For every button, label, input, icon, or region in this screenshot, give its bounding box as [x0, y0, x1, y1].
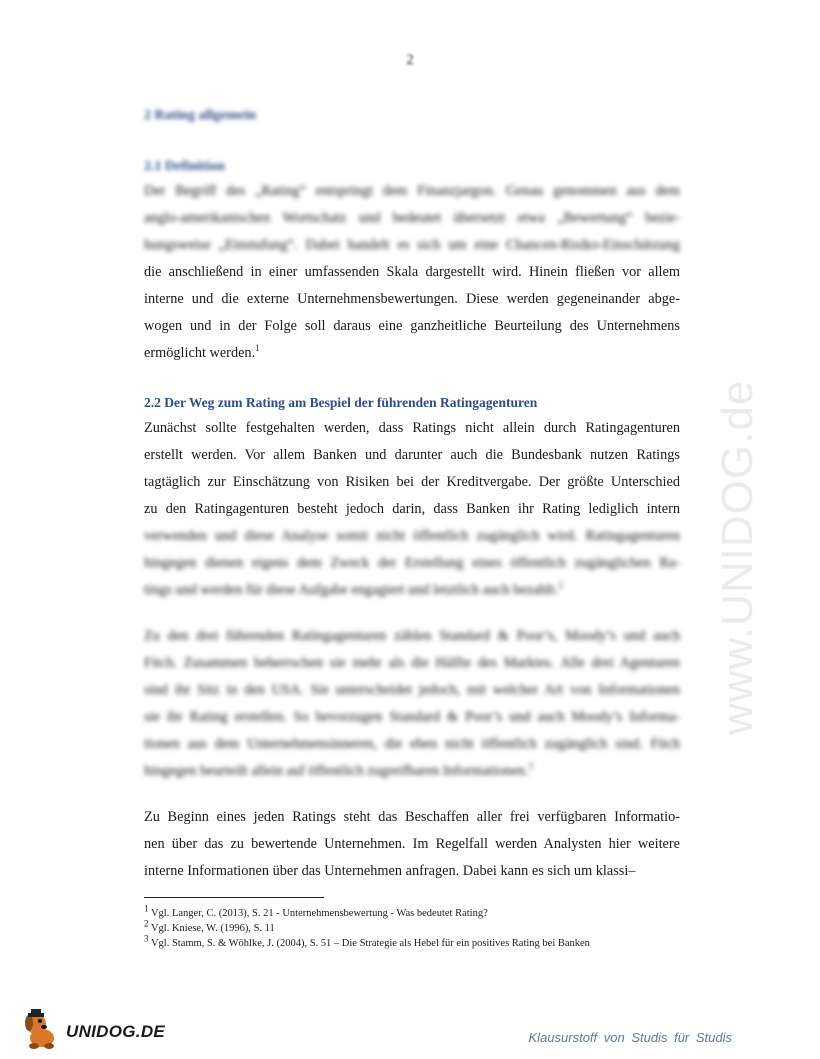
text-line: hungsweise „Einstufung“. Dabei handelt es sich um eine Chancen-Risiko-Einschätzung — [144, 237, 680, 253]
text-line: interne Informationen über das Unternehmen anfragen. Dabei kann es sich um klassi– — [144, 863, 636, 879]
text-line: sie ihr Rating erstellen. So bevorzugen Standard & Poor’s und auch Moody’s Informa- — [144, 709, 680, 725]
text-line: interne und die externe Unternehmensbewertungen. Diese werden gegeneinander abge- — [144, 291, 680, 307]
footnote-text: Vgl. Langer, C. (2013), S. 21 - Unternehmensbewertung - Was bedeutet Rating? — [150, 908, 488, 919]
text-line: tionen aus dem Unternehmensinneren, die eben nicht öffentlich zugänglich sind. Fitch — [144, 736, 680, 752]
text-line — [144, 577, 680, 604]
text-line: Der Begriff des „Rating“ entspringt dem Finanzjargon. Genau genommen aus dem — [144, 183, 680, 199]
footnotes — [144, 903, 704, 951]
text-line: die anschließend in einer umfassenden Skala dargestellt wird. Hinein fließen vor allem — [144, 264, 680, 280]
slogan: Klausurstoff von Studis für Studis — [528, 1030, 732, 1045]
footnote-number: 2 — [144, 918, 149, 929]
footnote-ref: 3 — [528, 761, 533, 772]
watermark: www.UNIDOG.de — [713, 379, 762, 735]
text-line: hingegen dienen eigens dem Zweck der Erstellung eines öffentlich zugänglichen Ra- — [144, 555, 680, 571]
unidog-logo — [22, 1008, 166, 1050]
subsection-heading-weg: 2.2 Der Weg zum Rating am Bespiel der führenden Ratingagenturen — [144, 395, 538, 410]
text-line: tagtäglich zur Einschätzung von Risiken bei der Kreditvergabe. Der größte Unterschied — [144, 474, 680, 490]
footnote — [144, 918, 704, 936]
text-line: wogen und in der Folge soll daraus eine ganzheitliche Beurteilung des Unternehmens — [144, 318, 680, 334]
footnote-text: Vgl. Kniese, W. (1996), S. 11 — [150, 923, 275, 934]
text-line: Zu den drei führenden Ratingagenturen zählen Standard & Poor’s, Moody’s und auch — [144, 628, 680, 644]
section-heading-rating: 2 Rating allgemein — [144, 108, 256, 123]
text-line: Zunächst sollte festgehalten werden, dass Ratings nicht allein durch Ratingagenturen — [144, 420, 680, 436]
footnote — [144, 933, 704, 951]
text-line: Zu Beginn eines jeden Ratings steht das Beschaffen aller frei verfügbaren Informatio- — [144, 809, 680, 825]
footnote-separator — [144, 897, 324, 898]
text-line: zu den Ratingagenturen besteht jedoch darin, dass Banken ihr Rating lediglich intern — [144, 501, 680, 517]
footnote-text: Vgl. Stamm, S. & Wöhlke, J. (2004), S. 51 – Die Strategie als Hebel für ein positives Rating bei Banken — [150, 938, 590, 949]
footnote-number: 1 — [144, 903, 149, 914]
logo-text: UNIDOG.DE — [66, 1022, 166, 1041]
paragraph-beginning — [144, 804, 680, 885]
page-number: 2 — [406, 52, 414, 68]
paragraph-weg — [144, 415, 680, 604]
text-line: erstellt werden. Vor allem Banken und darunter auch die Bundesbank nutzen Ratings — [144, 447, 680, 463]
subsection-heading-definition: 2.1 Definition — [144, 159, 225, 174]
dog-icon — [22, 1008, 66, 1050]
paragraph-agencies — [144, 623, 680, 785]
text-line: anglo-amerikanischen Wortschatz und bedeutet übersetzt etwa „Bewertung“ bezie- — [144, 210, 680, 226]
text-line-content: ermöglicht werden. — [144, 345, 256, 361]
text-line — [144, 758, 680, 785]
text-line: verwenden und diese Analyse somit nicht öffentlich zugänglich wird. Ratingagenturen — [144, 528, 680, 544]
footnote-number: 3 — [144, 933, 149, 944]
text-line: nen über das zu bewertende Unternehmen. Im Regelfall werden Analysten hier weitere — [144, 836, 680, 852]
text-line-content: hingegen beurteilt allein auf öffentlich zugreifbaren Informationen. — [144, 763, 529, 779]
text-line — [144, 340, 680, 367]
footnote-ref: 1 — [255, 343, 260, 354]
footnote-ref: 2 — [558, 580, 563, 591]
paragraph-definition — [144, 178, 680, 367]
text-line: sind ihr Sitz in den USA. Sie unterscheidet jedoch, mit welcher Art von Informationen — [144, 682, 680, 698]
text-line: Fitch. Zusammen beherrschen sie mehr als die Hälfte des Marktes. Alle drei Agenturen — [144, 655, 680, 671]
footnote — [144, 903, 704, 921]
text-line-content: tings und werden für diese Aufgabe engagiert und letztlich auch bezahlt. — [144, 582, 559, 598]
